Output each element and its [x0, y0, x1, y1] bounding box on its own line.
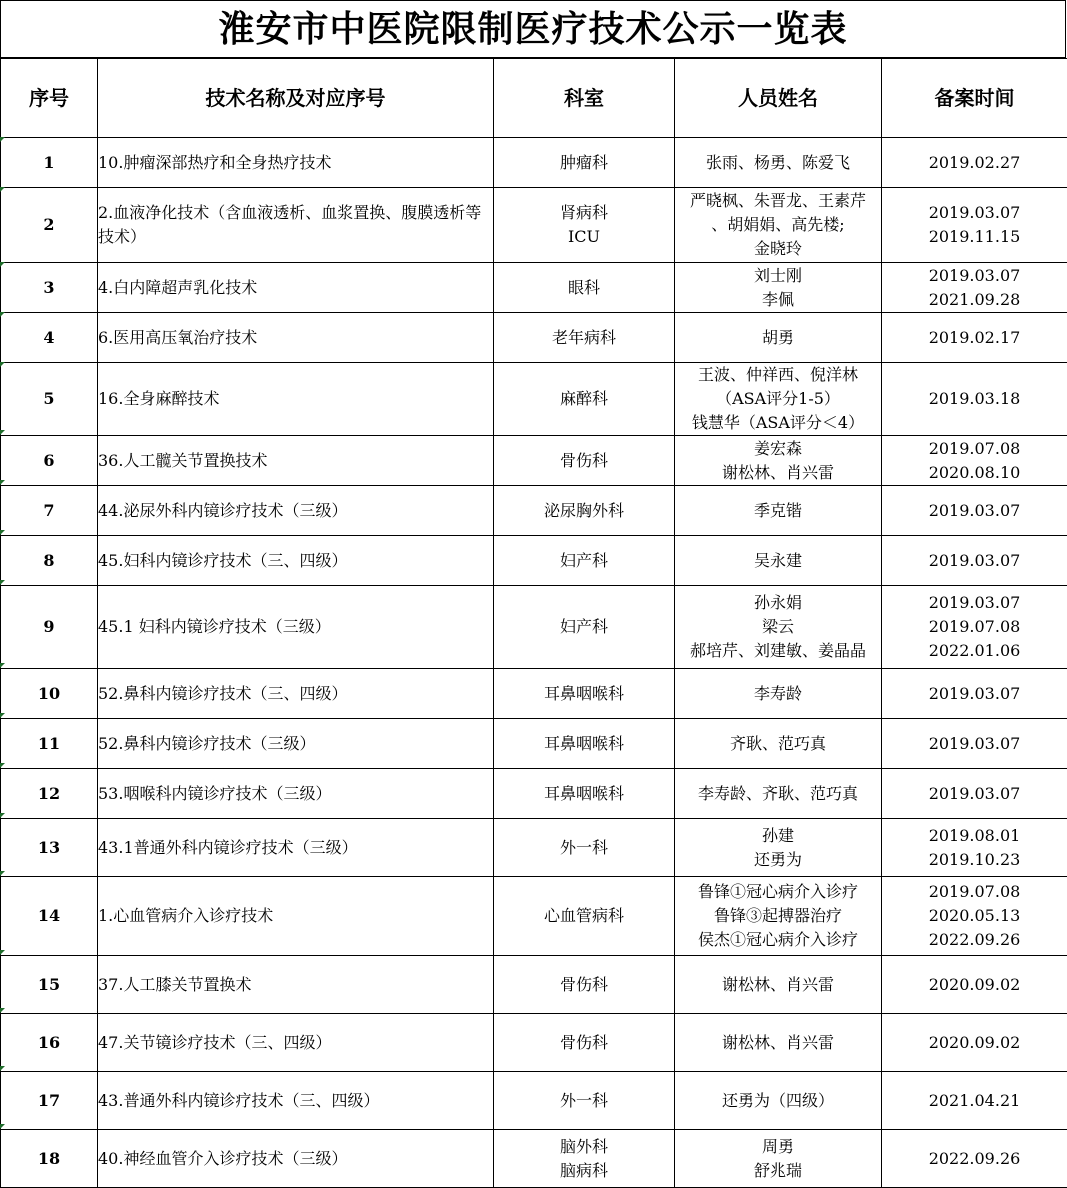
- cell-filing-date-line: 2022.09.26: [882, 928, 1067, 952]
- cell-department: [494, 1072, 675, 1130]
- cell-staff: [675, 769, 882, 819]
- cell-technology-line: 43.普通外科内镜诊疗技术（三、四级）: [98, 1089, 493, 1113]
- cell-staff-line: 还勇为（四级）: [675, 1089, 881, 1113]
- cell-staff-line: 孙永娟: [675, 591, 881, 615]
- cell-department-line: 肾病科: [494, 201, 674, 225]
- cell-technology: [98, 363, 494, 436]
- cell-technology: [98, 486, 494, 536]
- cell-comment-marker: [0, 813, 5, 818]
- cell-filing-date: [882, 263, 1067, 313]
- cell-department-line: 心血管病科: [494, 904, 674, 928]
- cell-department-line: 眼科: [494, 276, 674, 300]
- cell-filing-date-line: 2019.03.07: [882, 591, 1067, 615]
- cell-department-line: 老年病科: [494, 326, 674, 350]
- cell-number: 8: [1, 536, 98, 586]
- table-row: [1, 1014, 1067, 1072]
- cell-technology: [98, 1130, 494, 1188]
- cell-technology-line: 52.鼻科内镜诊疗技术（三、四级）: [98, 682, 493, 706]
- cell-department: [494, 877, 675, 956]
- cell-technology-line: 44.泌尿外科内镜诊疗技术（三级）: [98, 499, 493, 523]
- cell-filing-date: [882, 877, 1067, 956]
- cell-comment-marker: [0, 1008, 5, 1013]
- cell-staff: [675, 188, 882, 263]
- cell-staff-line: 孙建: [675, 824, 881, 848]
- cell-filing-date: [882, 669, 1067, 719]
- cell-staff-line: 舒兆瑞: [675, 1159, 881, 1183]
- cell-number: 11: [1, 719, 98, 769]
- header-filing-date: 备案时间: [882, 59, 1067, 138]
- cell-technology-line: 6.医用高压氧治疗技术: [98, 326, 493, 350]
- cell-staff-line: 梁云: [675, 615, 881, 639]
- cell-number: 10: [1, 669, 98, 719]
- cell-staff-line: 谢松林、肖兴雷: [675, 1031, 881, 1055]
- cell-department: [494, 819, 675, 877]
- cell-comment-marker: [0, 1066, 5, 1071]
- cell-department: [494, 363, 675, 436]
- table-row: [1, 719, 1067, 769]
- cell-filing-date-line: 2020.05.13: [882, 904, 1067, 928]
- cell-staff: [675, 138, 882, 188]
- header-department: 科室: [494, 59, 675, 138]
- cell-staff-line: 姜宏森: [675, 437, 881, 461]
- table-row: [1, 1072, 1067, 1130]
- cell-staff: [675, 586, 882, 669]
- cell-department-line: 骨伤科: [494, 449, 674, 473]
- cell-staff-line: 张雨、杨勇、陈爱飞: [675, 151, 881, 175]
- cell-staff: [675, 819, 882, 877]
- cell-technology: [98, 1072, 494, 1130]
- cell-comment-marker: [0, 430, 5, 435]
- cell-staff: [675, 436, 882, 486]
- cell-department-line: 耳鼻咽喉科: [494, 682, 674, 706]
- cell-department-line: 脑病科: [494, 1159, 674, 1183]
- cell-staff-line: 钱慧华（ASA评分＜4）: [675, 411, 881, 435]
- cell-department: [494, 263, 675, 313]
- cell-comment-marker: [0, 187, 5, 192]
- table-row: [1, 1130, 1067, 1188]
- cell-department-line: 妇产科: [494, 615, 674, 639]
- cell-filing-date-line: 2019.07.08: [882, 437, 1067, 461]
- cell-technology-line: 10.肿瘤深部热疗和全身热疗技术: [98, 151, 493, 175]
- page-title: 淮安市中医院限制医疗技术公示一览表: [0, 0, 1066, 58]
- cell-filing-date: [882, 313, 1067, 363]
- cell-filing-date-line: 2019.03.07: [882, 732, 1067, 756]
- cell-department-line: 骨伤科: [494, 973, 674, 997]
- cell-number: 7: [1, 486, 98, 536]
- cell-technology: [98, 956, 494, 1014]
- cell-staff: [675, 956, 882, 1014]
- cell-comment-marker: [0, 1124, 5, 1129]
- cell-department: [494, 669, 675, 719]
- cell-filing-date: [882, 819, 1067, 877]
- cell-filing-date-line: 2019.07.08: [882, 880, 1067, 904]
- cell-number: 1: [1, 138, 98, 188]
- cell-number: 4: [1, 313, 98, 363]
- cell-technology-line: 52.鼻科内镜诊疗技术（三级）: [98, 732, 493, 756]
- cell-filing-date-line: 2019.03.07: [882, 682, 1067, 706]
- cell-staff-line: 齐耿、范巧真: [675, 732, 881, 756]
- cell-technology: [98, 436, 494, 486]
- table-row: [1, 436, 1067, 486]
- cell-staff-line: 还勇为: [675, 848, 881, 872]
- cell-filing-date-line: 2019.02.27: [882, 151, 1067, 175]
- cell-number: 18: [1, 1130, 98, 1188]
- table-row: [1, 819, 1067, 877]
- table-header-row: [1, 59, 1067, 138]
- table-row: [1, 669, 1067, 719]
- cell-department-line: 耳鼻咽喉科: [494, 782, 674, 806]
- cell-filing-date: [882, 956, 1067, 1014]
- cell-staff: [675, 877, 882, 956]
- cell-technology-line: 45.1 妇科内镜诊疗技术（三级）: [98, 615, 493, 639]
- cell-department-line: 妇产科: [494, 549, 674, 573]
- cell-technology-line: 2.血液净化技术（含血液透析、血浆置换、腹膜透析等技术）: [98, 201, 493, 249]
- header-staff: 人员姓名: [675, 59, 882, 138]
- cell-number: 16: [1, 1014, 98, 1072]
- cell-staff: [675, 363, 882, 436]
- cell-technology: [98, 1014, 494, 1072]
- cell-department: [494, 719, 675, 769]
- cell-filing-date-line: 2019.03.18: [882, 387, 1067, 411]
- cell-filing-date-line: 2020.08.10: [882, 461, 1067, 485]
- cell-department-line: 外一科: [494, 1089, 674, 1113]
- cell-staff-line: 胡勇: [675, 326, 881, 350]
- cell-staff-line: 、胡娟娟、高先楼;: [675, 213, 881, 237]
- cell-filing-date-line: 2022.01.06: [882, 639, 1067, 663]
- cell-department: [494, 769, 675, 819]
- table-row: [1, 313, 1067, 363]
- cell-department-line: 泌尿胸外科: [494, 499, 674, 523]
- cell-number: 9: [1, 586, 98, 669]
- cell-staff: [675, 1014, 882, 1072]
- header-number: 序号: [1, 59, 98, 138]
- cell-staff: [675, 486, 882, 536]
- cell-filing-date: [882, 586, 1067, 669]
- cell-staff-line: 金晓玲: [675, 237, 881, 261]
- table-row: [1, 363, 1067, 436]
- cell-staff-line: 李寿龄: [675, 682, 881, 706]
- cell-number: 13: [1, 819, 98, 877]
- cell-staff-line: 侯杰①冠心病介入诊疗: [675, 928, 881, 952]
- cell-staff-line: 吴永建: [675, 549, 881, 573]
- cell-staff: [675, 1130, 882, 1188]
- cell-technology-line: 43.1普通外科内镜诊疗技术（三级）: [98, 836, 493, 860]
- cell-technology: [98, 138, 494, 188]
- table-row: [1, 956, 1067, 1014]
- cell-technology-line: 53.咽喉科内镜诊疗技术（三级）: [98, 782, 493, 806]
- cell-staff: [675, 669, 882, 719]
- cell-number: 17: [1, 1072, 98, 1130]
- cell-department: [494, 536, 675, 586]
- cell-technology-line: 36.人工髋关节置换技术: [98, 449, 493, 473]
- cell-staff-line: 周勇: [675, 1135, 881, 1159]
- table-row: [1, 263, 1067, 313]
- table-row: [1, 877, 1067, 956]
- cell-staff-line: 刘士刚: [675, 264, 881, 288]
- cell-filing-date-line: 2019.02.17: [882, 326, 1067, 350]
- cell-filing-date: [882, 769, 1067, 819]
- cell-filing-date-line: 2019.03.07: [882, 201, 1067, 225]
- cell-filing-date-line: 2019.03.07: [882, 782, 1067, 806]
- cell-comment-marker: [0, 763, 5, 768]
- cell-number: 5: [1, 363, 98, 436]
- cell-technology-line: 4.白内障超声乳化技术: [98, 276, 493, 300]
- cell-comment-marker: [0, 362, 5, 367]
- cell-staff: [675, 536, 882, 586]
- cell-technology-line: 40.神经血管介入诊疗技术（三级）: [98, 1147, 493, 1171]
- cell-technology-line: 47.关节镜诊疗技术（三、四级）: [98, 1031, 493, 1055]
- cell-technology: [98, 188, 494, 263]
- table-row: [1, 536, 1067, 586]
- cell-technology: [98, 769, 494, 819]
- cell-filing-date-line: 2020.09.02: [882, 1031, 1067, 1055]
- cell-filing-date-line: 2019.03.07: [882, 264, 1067, 288]
- cell-department: [494, 313, 675, 363]
- table-row: [1, 138, 1067, 188]
- cell-department: [494, 138, 675, 188]
- technology-table: [0, 58, 1067, 1188]
- cell-department: [494, 1130, 675, 1188]
- cell-comment-marker: [0, 950, 5, 955]
- cell-technology: [98, 669, 494, 719]
- cell-number: 15: [1, 956, 98, 1014]
- cell-filing-date: [882, 436, 1067, 486]
- cell-staff: [675, 263, 882, 313]
- table-row: [1, 769, 1067, 819]
- cell-department: [494, 188, 675, 263]
- cell-staff-line: 鲁锋①冠心病介入诊疗: [675, 880, 881, 904]
- table-row: [1, 586, 1067, 669]
- cell-staff-line: 郝培芹、刘建敏、姜晶晶: [675, 639, 881, 663]
- cell-technology-line: 37.人工膝关节置换术: [98, 973, 493, 997]
- cell-staff-line: （ASA评分1-5）: [675, 387, 881, 411]
- cell-filing-date-line: 2019.03.07: [882, 549, 1067, 573]
- cell-department: [494, 486, 675, 536]
- cell-filing-date: [882, 363, 1067, 436]
- cell-filing-date: [882, 138, 1067, 188]
- cell-filing-date: [882, 1072, 1067, 1130]
- cell-technology: [98, 819, 494, 877]
- cell-technology: [98, 313, 494, 363]
- cell-filing-date-line: 2019.08.01: [882, 824, 1067, 848]
- cell-staff-line: 王波、仲祥西、倪洋林: [675, 363, 881, 387]
- cell-filing-date-line: 2019.07.08: [882, 615, 1067, 639]
- cell-filing-date-line: 2019.11.15: [882, 225, 1067, 249]
- cell-technology: [98, 536, 494, 586]
- cell-staff: [675, 719, 882, 769]
- cell-filing-date: [882, 486, 1067, 536]
- cell-staff-line: 鲁锋③起搏器治疗: [675, 904, 881, 928]
- cell-filing-date: [882, 719, 1067, 769]
- cell-number: 12: [1, 769, 98, 819]
- cell-department-line: 骨伤科: [494, 1031, 674, 1055]
- cell-filing-date: [882, 536, 1067, 586]
- cell-filing-date-line: 2021.04.21: [882, 1089, 1067, 1113]
- cell-department: [494, 956, 675, 1014]
- cell-technology: [98, 719, 494, 769]
- cell-department: [494, 436, 675, 486]
- cell-comment-marker: [0, 137, 5, 142]
- table-body: [1, 138, 1067, 1188]
- cell-department-line: 外一科: [494, 836, 674, 860]
- cell-comment-marker: [0, 262, 5, 267]
- cell-department: [494, 586, 675, 669]
- cell-number: 14: [1, 877, 98, 956]
- cell-staff: [675, 313, 882, 363]
- cell-technology: [98, 877, 494, 956]
- cell-filing-date-line: 2022.09.26: [882, 1147, 1067, 1171]
- cell-technology: [98, 263, 494, 313]
- cell-number: 3: [1, 263, 98, 313]
- cell-staff-line: 谢松林、肖兴雷: [675, 461, 881, 485]
- cell-comment-marker: [0, 871, 5, 876]
- cell-technology-line: 45.妇科内镜诊疗技术（三、四级）: [98, 549, 493, 573]
- cell-department: [494, 1014, 675, 1072]
- cell-filing-date-line: 2020.09.02: [882, 973, 1067, 997]
- cell-comment-marker: [0, 663, 5, 668]
- cell-number: 6: [1, 436, 98, 486]
- cell-filing-date-line: 2021.09.28: [882, 288, 1067, 312]
- cell-department-line: 脑外科: [494, 1135, 674, 1159]
- cell-department-line: ICU: [494, 225, 674, 249]
- header-technology: 技术名称及对应序号: [98, 59, 494, 138]
- cell-department-line: 麻醉科: [494, 387, 674, 411]
- cell-comment-marker: [0, 530, 5, 535]
- cell-staff-line: 季克锴: [675, 499, 881, 523]
- cell-technology-line: 16.全身麻醉技术: [98, 387, 493, 411]
- cell-staff-line: 李寿龄、齐耿、范巧真: [675, 782, 881, 806]
- cell-technology-line: 1.心血管病介入诊疗技术: [98, 904, 493, 928]
- cell-filing-date: [882, 188, 1067, 263]
- cell-department-line: 肿瘤科: [494, 151, 674, 175]
- cell-comment-marker: [0, 480, 5, 485]
- cell-comment-marker: [0, 312, 5, 317]
- cell-staff: [675, 1072, 882, 1130]
- cell-staff-line: 严晓枫、朱晋龙、王素芹: [675, 189, 881, 213]
- cell-filing-date-line: 2019.03.07: [882, 499, 1067, 523]
- cell-comment-marker: [0, 713, 5, 718]
- cell-filing-date: [882, 1130, 1067, 1188]
- cell-comment-marker: [0, 580, 5, 585]
- cell-technology: [98, 586, 494, 669]
- cell-filing-date-line: 2019.10.23: [882, 848, 1067, 872]
- table-row: [1, 188, 1067, 263]
- cell-department-line: 耳鼻咽喉科: [494, 732, 674, 756]
- cell-number: 2: [1, 188, 98, 263]
- cell-staff-line: 李佩: [675, 288, 881, 312]
- table-row: [1, 486, 1067, 536]
- cell-staff-line: 谢松林、肖兴雷: [675, 973, 881, 997]
- cell-filing-date: [882, 1014, 1067, 1072]
